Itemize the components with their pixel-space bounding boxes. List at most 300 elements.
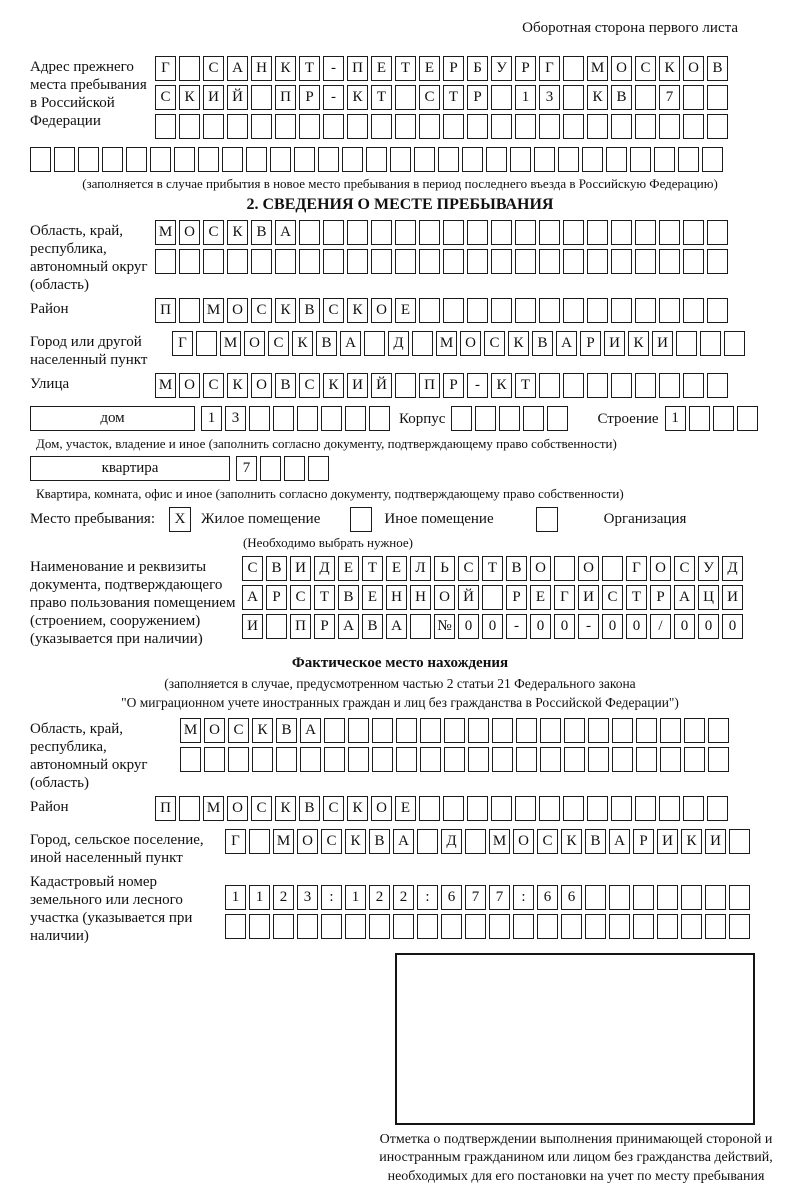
char-box[interactable] [467, 298, 488, 323]
char-box[interactable]: С [484, 331, 505, 356]
checkbox-residential[interactable]: X [169, 507, 191, 532]
char-box[interactable] [681, 885, 702, 910]
char-box[interactable]: С [458, 556, 479, 581]
char-box[interactable] [420, 718, 441, 743]
char-box[interactable]: Н [386, 585, 407, 610]
char-box[interactable] [366, 147, 387, 172]
char-box[interactable]: 7 [465, 885, 486, 910]
char-box[interactable]: 3 [225, 406, 246, 431]
checkbox-organization[interactable] [536, 507, 558, 532]
char-box[interactable] [515, 249, 536, 274]
char-box[interactable]: О [179, 373, 200, 398]
char-box[interactable] [273, 914, 294, 939]
char-box[interactable] [323, 220, 344, 245]
char-box[interactable] [299, 249, 320, 274]
char-box[interactable]: 1 [515, 85, 536, 110]
char-box[interactable] [681, 914, 702, 939]
char-box[interactable] [126, 147, 147, 172]
char-box[interactable] [635, 220, 656, 245]
char-box[interactable]: А [393, 829, 414, 854]
char-box[interactable]: М [436, 331, 457, 356]
char-box[interactable] [660, 718, 681, 743]
char-box[interactable] [491, 220, 512, 245]
char-box[interactable] [540, 718, 561, 743]
char-box[interactable]: В [506, 556, 527, 581]
char-box[interactable]: Ц [698, 585, 719, 610]
char-box[interactable] [563, 114, 584, 139]
char-box[interactable]: 6 [561, 885, 582, 910]
char-box[interactable] [371, 220, 392, 245]
char-box[interactable]: О [513, 829, 534, 854]
char-box[interactable] [515, 114, 536, 139]
char-box[interactable]: 0 [530, 614, 551, 639]
char-box[interactable]: К [347, 85, 368, 110]
char-box[interactable] [587, 114, 608, 139]
char-box[interactable] [155, 114, 176, 139]
char-box[interactable]: 1 [665, 406, 686, 431]
char-box[interactable] [707, 373, 728, 398]
char-box[interactable] [612, 718, 633, 743]
char-box[interactable]: С [323, 298, 344, 323]
char-box[interactable]: П [275, 85, 296, 110]
char-box[interactable]: Т [299, 56, 320, 81]
char-box[interactable] [683, 114, 704, 139]
char-box[interactable]: Р [580, 331, 601, 356]
char-box[interactable] [564, 747, 585, 772]
char-box[interactable] [564, 718, 585, 743]
char-box[interactable] [635, 85, 656, 110]
char-box[interactable]: М [203, 298, 224, 323]
char-box[interactable] [252, 747, 273, 772]
char-box[interactable] [249, 914, 270, 939]
char-box[interactable] [321, 406, 342, 431]
char-box[interactable] [534, 147, 555, 172]
char-box[interactable] [364, 331, 385, 356]
char-box[interactable] [348, 747, 369, 772]
char-box[interactable]: К [275, 796, 296, 821]
char-box[interactable] [260, 456, 281, 481]
char-box[interactable] [683, 85, 704, 110]
char-box[interactable] [587, 796, 608, 821]
char-box[interactable] [444, 747, 465, 772]
char-box[interactable]: Г [172, 331, 193, 356]
char-box[interactable] [563, 220, 584, 245]
char-box[interactable]: П [419, 373, 440, 398]
char-box[interactable] [659, 249, 680, 274]
char-box[interactable]: 2 [393, 885, 414, 910]
char-box[interactable] [676, 331, 697, 356]
char-box[interactable] [737, 406, 758, 431]
char-box[interactable]: 3 [539, 85, 560, 110]
char-box[interactable] [467, 796, 488, 821]
char-box[interactable]: М [273, 829, 294, 854]
char-box[interactable]: В [275, 373, 296, 398]
char-box[interactable]: Д [722, 556, 743, 581]
char-box[interactable]: А [556, 331, 577, 356]
char-box[interactable] [539, 220, 560, 245]
char-box[interactable] [657, 914, 678, 939]
char-box[interactable]: М [203, 796, 224, 821]
char-box[interactable] [513, 914, 534, 939]
char-box[interactable]: С [242, 556, 263, 581]
char-box[interactable] [251, 249, 272, 274]
char-box[interactable] [451, 406, 472, 431]
char-box[interactable] [443, 249, 464, 274]
char-box[interactable]: Е [395, 298, 416, 323]
char-box[interactable] [523, 406, 544, 431]
char-box[interactable] [635, 249, 656, 274]
char-box[interactable]: И [242, 614, 263, 639]
char-box[interactable] [180, 747, 201, 772]
char-box[interactable] [467, 114, 488, 139]
char-box[interactable] [708, 747, 729, 772]
char-box[interactable]: О [460, 331, 481, 356]
char-box[interactable] [249, 406, 270, 431]
char-box[interactable] [659, 796, 680, 821]
char-box[interactable] [636, 747, 657, 772]
char-box[interactable] [468, 718, 489, 743]
char-box[interactable] [561, 914, 582, 939]
char-box[interactable]: В [707, 56, 728, 81]
char-box[interactable] [444, 718, 465, 743]
char-box[interactable]: К [275, 56, 296, 81]
char-box[interactable]: О [530, 556, 551, 581]
char-box[interactable]: Д [441, 829, 462, 854]
char-box[interactable]: 0 [554, 614, 575, 639]
char-box[interactable] [395, 249, 416, 274]
char-box[interactable]: В [266, 556, 287, 581]
char-box[interactable] [705, 914, 726, 939]
char-box[interactable]: Т [314, 585, 335, 610]
char-box[interactable]: П [290, 614, 311, 639]
char-box[interactable]: 0 [482, 614, 503, 639]
char-box[interactable] [611, 220, 632, 245]
char-box[interactable] [482, 585, 503, 610]
char-box[interactable]: В [276, 718, 297, 743]
char-box[interactable]: В [299, 796, 320, 821]
char-box[interactable]: С [323, 796, 344, 821]
char-box[interactable]: С [251, 298, 272, 323]
char-box[interactable] [539, 114, 560, 139]
char-box[interactable] [633, 885, 654, 910]
char-box[interactable]: 1 [225, 885, 246, 910]
char-box[interactable]: А [275, 220, 296, 245]
char-box[interactable]: Р [443, 373, 464, 398]
char-box[interactable] [492, 718, 513, 743]
char-box[interactable]: А [300, 718, 321, 743]
char-box[interactable]: Р [650, 585, 671, 610]
char-box[interactable] [345, 914, 366, 939]
char-box[interactable]: В [299, 298, 320, 323]
char-box[interactable] [323, 249, 344, 274]
char-box[interactable]: И [347, 373, 368, 398]
char-box[interactable] [558, 147, 579, 172]
char-box[interactable]: Ь [434, 556, 455, 581]
char-box[interactable] [251, 114, 272, 139]
char-box[interactable] [30, 147, 51, 172]
char-box[interactable]: В [611, 85, 632, 110]
char-box[interactable] [611, 373, 632, 398]
char-box[interactable] [372, 718, 393, 743]
char-box[interactable] [713, 406, 734, 431]
char-box[interactable]: 0 [458, 614, 479, 639]
char-box[interactable] [275, 114, 296, 139]
char-box[interactable]: К [508, 331, 529, 356]
char-box[interactable] [684, 718, 705, 743]
char-box[interactable] [684, 747, 705, 772]
char-box[interactable]: Й [458, 585, 479, 610]
char-box[interactable]: И [604, 331, 625, 356]
char-box[interactable] [198, 147, 219, 172]
char-box[interactable]: К [659, 56, 680, 81]
char-box[interactable]: Е [395, 796, 416, 821]
char-box[interactable]: И [578, 585, 599, 610]
char-box[interactable]: 0 [626, 614, 647, 639]
char-box[interactable]: 3 [297, 885, 318, 910]
char-box[interactable]: Т [482, 556, 503, 581]
char-box[interactable] [276, 747, 297, 772]
char-box[interactable]: С [203, 56, 224, 81]
char-box[interactable]: 1 [201, 406, 222, 431]
char-box[interactable]: С [674, 556, 695, 581]
char-box[interactable]: С [268, 331, 289, 356]
char-box[interactable]: Е [530, 585, 551, 610]
char-box[interactable] [729, 829, 750, 854]
char-box[interactable] [630, 147, 651, 172]
char-box[interactable] [654, 147, 675, 172]
char-box[interactable]: Т [515, 373, 536, 398]
char-box[interactable] [611, 298, 632, 323]
char-box[interactable] [414, 147, 435, 172]
char-box[interactable] [609, 914, 630, 939]
char-box[interactable] [308, 456, 329, 481]
char-box[interactable]: 1 [249, 885, 270, 910]
char-box[interactable] [299, 220, 320, 245]
char-box[interactable] [395, 373, 416, 398]
char-box[interactable] [705, 885, 726, 910]
char-box[interactable]: / [650, 614, 671, 639]
char-box[interactable]: С [602, 585, 623, 610]
char-box[interactable]: О [297, 829, 318, 854]
char-box[interactable]: С [203, 373, 224, 398]
char-box[interactable] [347, 114, 368, 139]
char-box[interactable]: : [321, 885, 342, 910]
char-box[interactable]: Е [419, 56, 440, 81]
char-box[interactable]: Й [371, 373, 392, 398]
char-box[interactable]: К [561, 829, 582, 854]
char-box[interactable]: 2 [369, 885, 390, 910]
char-box[interactable] [342, 147, 363, 172]
char-box[interactable]: О [371, 796, 392, 821]
char-box[interactable] [78, 147, 99, 172]
char-box[interactable]: В [362, 614, 383, 639]
char-box[interactable]: А [242, 585, 263, 610]
char-box[interactable] [462, 147, 483, 172]
char-box[interactable] [636, 718, 657, 743]
char-box[interactable] [689, 406, 710, 431]
char-box[interactable]: К [491, 373, 512, 398]
char-box[interactable] [539, 796, 560, 821]
char-box[interactable] [659, 114, 680, 139]
char-box[interactable] [204, 747, 225, 772]
char-box[interactable]: М [180, 718, 201, 743]
char-box[interactable] [659, 220, 680, 245]
char-box[interactable] [683, 220, 704, 245]
char-box[interactable]: П [155, 796, 176, 821]
char-box[interactable]: С [321, 829, 342, 854]
char-box[interactable]: О [179, 220, 200, 245]
char-box[interactable] [563, 796, 584, 821]
char-box[interactable]: О [650, 556, 671, 581]
char-box[interactable] [443, 114, 464, 139]
char-box[interactable]: В [251, 220, 272, 245]
char-box[interactable] [196, 331, 217, 356]
char-box[interactable]: М [155, 220, 176, 245]
char-box[interactable]: П [347, 56, 368, 81]
char-box[interactable] [294, 147, 315, 172]
char-box[interactable]: 0 [674, 614, 695, 639]
char-box[interactable]: В [338, 585, 359, 610]
char-box[interactable]: А [609, 829, 630, 854]
char-box[interactable]: Г [225, 829, 246, 854]
char-box[interactable] [468, 747, 489, 772]
char-box[interactable]: В [585, 829, 606, 854]
char-box[interactable]: : [417, 885, 438, 910]
char-box[interactable] [396, 747, 417, 772]
char-box[interactable] [179, 56, 200, 81]
char-box[interactable] [582, 147, 603, 172]
char-box[interactable]: 7 [489, 885, 510, 910]
char-box[interactable] [390, 147, 411, 172]
char-box[interactable] [657, 885, 678, 910]
char-box[interactable]: 7 [659, 85, 680, 110]
char-box[interactable] [611, 249, 632, 274]
char-box[interactable]: Г [626, 556, 647, 581]
char-box[interactable] [102, 147, 123, 172]
char-box[interactable] [547, 406, 568, 431]
char-box[interactable]: У [491, 56, 512, 81]
char-box[interactable] [179, 298, 200, 323]
char-box[interactable] [700, 331, 721, 356]
char-box[interactable]: О [683, 56, 704, 81]
char-box[interactable]: : [513, 885, 534, 910]
char-box[interactable] [724, 331, 745, 356]
char-box[interactable]: О [204, 718, 225, 743]
char-box[interactable]: Р [443, 56, 464, 81]
char-box[interactable]: К [681, 829, 702, 854]
char-box[interactable]: К [252, 718, 273, 743]
char-box[interactable] [563, 56, 584, 81]
char-box[interactable]: О [227, 298, 248, 323]
char-box[interactable] [588, 718, 609, 743]
char-box[interactable]: О [227, 796, 248, 821]
char-box[interactable]: О [578, 556, 599, 581]
char-box[interactable] [585, 914, 606, 939]
char-box[interactable] [174, 147, 195, 172]
char-box[interactable] [683, 373, 704, 398]
char-box[interactable]: О [244, 331, 265, 356]
char-box[interactable] [707, 298, 728, 323]
char-box[interactable] [324, 718, 345, 743]
char-box[interactable] [602, 556, 623, 581]
char-box[interactable] [179, 114, 200, 139]
char-box[interactable] [491, 249, 512, 274]
char-box[interactable] [707, 114, 728, 139]
char-box[interactable] [150, 147, 171, 172]
char-box[interactable] [284, 456, 305, 481]
char-box[interactable] [563, 85, 584, 110]
char-box[interactable] [515, 220, 536, 245]
char-box[interactable] [587, 373, 608, 398]
char-box[interactable] [203, 114, 224, 139]
char-box[interactable] [443, 796, 464, 821]
char-box[interactable] [419, 249, 440, 274]
char-box[interactable]: С [228, 718, 249, 743]
char-box[interactable] [587, 298, 608, 323]
char-box[interactable] [707, 85, 728, 110]
char-box[interactable]: - [467, 373, 488, 398]
char-box[interactable] [395, 220, 416, 245]
char-box[interactable]: С [290, 585, 311, 610]
char-box[interactable] [467, 220, 488, 245]
char-box[interactable]: М [220, 331, 241, 356]
char-box[interactable] [539, 298, 560, 323]
char-box[interactable] [465, 914, 486, 939]
char-box[interactable] [395, 85, 416, 110]
char-box[interactable] [707, 796, 728, 821]
char-box[interactable] [540, 747, 561, 772]
char-box[interactable]: К [179, 85, 200, 110]
char-box[interactable] [660, 747, 681, 772]
char-box[interactable] [635, 373, 656, 398]
char-box[interactable]: 6 [537, 885, 558, 910]
checkbox-other-premises[interactable] [350, 507, 372, 532]
char-box[interactable]: Т [362, 556, 383, 581]
char-box[interactable] [606, 147, 627, 172]
char-box[interactable] [499, 406, 520, 431]
char-box[interactable] [251, 85, 272, 110]
char-box[interactable] [393, 914, 414, 939]
char-box[interactable] [348, 718, 369, 743]
char-box[interactable] [635, 114, 656, 139]
char-box[interactable]: С [537, 829, 558, 854]
char-box[interactable] [443, 298, 464, 323]
char-box[interactable] [612, 747, 633, 772]
char-box[interactable] [347, 249, 368, 274]
char-box[interactable]: Г [539, 56, 560, 81]
char-box[interactable] [539, 373, 560, 398]
char-box[interactable]: Й [227, 85, 248, 110]
char-box[interactable] [707, 249, 728, 274]
char-box[interactable]: И [203, 85, 224, 110]
char-box[interactable]: С [251, 796, 272, 821]
char-box[interactable]: И [290, 556, 311, 581]
char-box[interactable] [419, 298, 440, 323]
char-box[interactable] [635, 796, 656, 821]
char-box[interactable]: В [532, 331, 553, 356]
char-box[interactable] [516, 747, 537, 772]
char-box[interactable] [539, 249, 560, 274]
char-box[interactable] [635, 298, 656, 323]
char-box[interactable] [491, 114, 512, 139]
char-box[interactable] [659, 373, 680, 398]
char-box[interactable]: - [323, 56, 344, 81]
char-box[interactable] [323, 114, 344, 139]
char-box[interactable] [179, 249, 200, 274]
char-box[interactable] [318, 147, 339, 172]
char-box[interactable] [228, 747, 249, 772]
char-box[interactable] [266, 614, 287, 639]
